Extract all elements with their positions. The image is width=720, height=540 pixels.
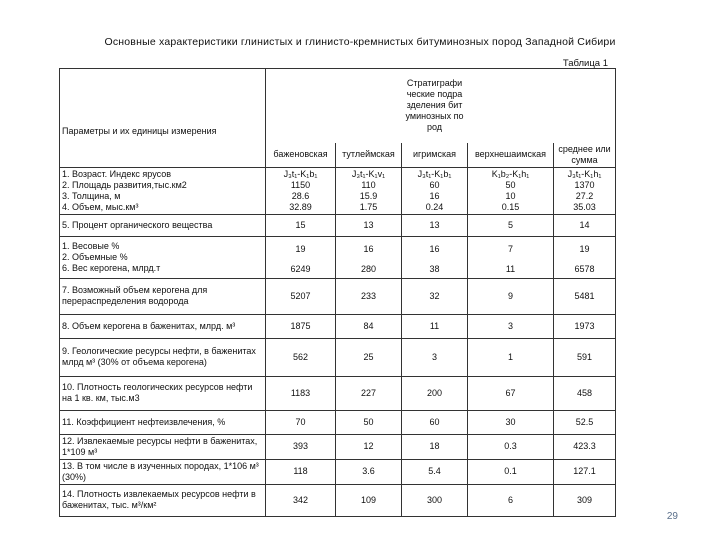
column-header: среднее или сумма (554, 143, 616, 168)
column-header: игримская (402, 143, 468, 168)
value-line: 280 (360, 263, 377, 274)
value-cell: 5 (468, 214, 554, 236)
value-cell: 591 (554, 338, 616, 376)
value-cell: 3 (402, 338, 468, 376)
value-line: 16 (429, 243, 440, 254)
table-row (60, 236, 616, 278)
param-cell: 5. Процент органического вещества (60, 214, 266, 236)
value-cell (554, 167, 616, 214)
value-cell: 300 (402, 484, 468, 516)
value-cell: 423.3 (554, 434, 616, 459)
param-line: 3. Толщина, м (62, 190, 121, 201)
value-cell (402, 236, 468, 278)
param-cell: 8. Объем керогена в баженитах, млрд. м³ (60, 314, 266, 338)
value-line: 19 (295, 243, 306, 254)
value-cell: 13 (402, 214, 468, 236)
value-line: J₃t₁-K₁b₁ (417, 168, 452, 179)
value-cell: 118 (266, 459, 336, 484)
value-cell: 52.5 (554, 410, 616, 434)
document-title: Основные характеристики глинистых и глинисто-кремнистых битуминозных пород Западной Сибири (104, 36, 616, 48)
value-cell: 67 (468, 376, 554, 410)
value-cell: 458 (554, 376, 616, 410)
value-cell: 12 (336, 434, 402, 459)
value-cell: 5207 (266, 278, 336, 314)
value-cell: 14 (554, 214, 616, 236)
params-header: Параметры и их единицы измерения (62, 126, 217, 137)
params-header-cell (60, 69, 266, 168)
value-cell: 60 (402, 410, 468, 434)
param-line: 2. Объемные % (62, 251, 128, 262)
value-line: J₃t₁-K₁b₁ (283, 168, 318, 179)
value-cell: 5.4 (402, 459, 468, 484)
value-cell: 9 (468, 278, 554, 314)
value-cell: 25 (336, 338, 402, 376)
value-line: 16 (363, 243, 374, 254)
param-cell: 14. Плотность извлекаемых ресурсов нефти в баженитах, тыс. м³/км² (60, 484, 266, 516)
value-line: 1.75 (359, 201, 378, 212)
value-cell (554, 236, 616, 278)
param-cell (60, 236, 266, 278)
value-cell: 13 (336, 214, 402, 236)
value-cell: 1875 (266, 314, 336, 338)
value-cell: 3.6 (336, 459, 402, 484)
value-line: 38 (429, 263, 440, 274)
param-cell: 10. Плотность геологических ресурсов нефти на 1 кв. км, тыс.м3 (60, 376, 266, 410)
table-row (60, 167, 616, 214)
value-cell: 309 (554, 484, 616, 516)
value-line: 60 (429, 179, 440, 190)
table-row (60, 434, 616, 459)
value-line: 10 (505, 190, 516, 201)
value-line: 19 (579, 243, 590, 254)
value-cell: 127.1 (554, 459, 616, 484)
value-line: 110 (361, 179, 376, 190)
value-line: 1150 (290, 179, 311, 190)
value-line: J₃t₁-K₁h₁ (567, 168, 602, 179)
table-row (60, 459, 616, 484)
value-cell: 200 (402, 376, 468, 410)
value-cell: 1 (468, 338, 554, 376)
value-cell: 30 (468, 410, 554, 434)
strat-header: Стратиграфические подразделения битуминозных пород (405, 78, 464, 133)
value-line: K₁b₂-K₁h₁ (491, 168, 530, 179)
param-cell: 13. В том числе в изученных породах, 1*106 м³ (30%) (60, 459, 266, 484)
table-label: Таблица 1 (562, 58, 608, 69)
param-line: 2. Площадь развития,тыс.км2 (62, 179, 187, 190)
value-cell: 5481 (554, 278, 616, 314)
value-line: 6249 (290, 263, 311, 274)
value-cell: 3 (468, 314, 554, 338)
value-cell: 11 (402, 314, 468, 338)
table-row (60, 278, 616, 314)
column-header: тутлеймская (336, 143, 402, 168)
param-cell: 7. Возможный объем керогена для перераспределения водорода (60, 278, 266, 314)
value-line: 6578 (574, 263, 595, 274)
value-cell: 84 (336, 314, 402, 338)
value-cell: 393 (266, 434, 336, 459)
value-cell: 342 (266, 484, 336, 516)
value-cell (468, 236, 554, 278)
column-header: верхнешаимская (468, 143, 554, 168)
value-line: 27.2 (575, 190, 594, 201)
value-line: 28.6 (291, 190, 310, 201)
value-cell: 6 (468, 484, 554, 516)
value-cell: 0.1 (468, 459, 554, 484)
value-line: J₃t₁-K₁v₁ (351, 168, 386, 179)
value-cell: 233 (336, 278, 402, 314)
value-cell: 1183 (266, 376, 336, 410)
value-cell: 0.3 (468, 434, 554, 459)
value-cell (266, 167, 336, 214)
param-cell (60, 167, 266, 214)
value-line: 32.89 (289, 201, 312, 212)
value-cell: 1973 (554, 314, 616, 338)
value-line: 11 (505, 263, 516, 274)
value-cell: 15 (266, 214, 336, 236)
table-row (60, 214, 616, 236)
table-row (60, 338, 616, 376)
value-line: 50 (505, 179, 516, 190)
table-row (60, 314, 616, 338)
value-cell: 109 (336, 484, 402, 516)
value-cell: 18 (402, 434, 468, 459)
table-row (60, 410, 616, 434)
param-line: 4. Объем, мыс.км³ (62, 201, 139, 212)
value-cell: 562 (266, 338, 336, 376)
value-line: 35.03 (573, 201, 596, 212)
page-number: 29 (666, 511, 678, 522)
table-row (60, 376, 616, 410)
column-header: баженовская (266, 143, 336, 168)
value-line: 0.15 (501, 201, 520, 212)
param-cell: 11. Коэффициент нефтеизвлечения, % (60, 410, 266, 434)
param-cell: 12. Извлекаемые ресурсы нефти в баженитах, 1*109 м³ (60, 434, 266, 459)
value-cell (336, 236, 402, 278)
value-line: 16 (429, 190, 440, 201)
strat-header-cell (402, 69, 468, 143)
value-line: 0.24 (425, 201, 444, 212)
value-line: 7 (507, 243, 513, 254)
value-cell (266, 236, 336, 278)
value-cell (402, 167, 468, 214)
param-line: 6. Вес керогена, млрд.т (62, 262, 161, 273)
value-line: 15.9 (359, 190, 378, 201)
value-cell: 70 (266, 410, 336, 434)
table-row (60, 484, 616, 516)
param-line: 1. Весовые % (62, 240, 120, 251)
value-cell (336, 167, 402, 214)
value-line: 1370 (574, 179, 595, 190)
value-cell: 50 (336, 410, 402, 434)
value-cell: 227 (336, 376, 402, 410)
characteristics-table (59, 68, 616, 517)
param-line: 1. Возраст. Индекс ярусов (62, 168, 171, 179)
param-cell: 9. Геологические ресурсы нефти, в баженитах млрд м³ (30% от объема керогена) (60, 338, 266, 376)
value-cell (468, 167, 554, 214)
value-cell: 32 (402, 278, 468, 314)
